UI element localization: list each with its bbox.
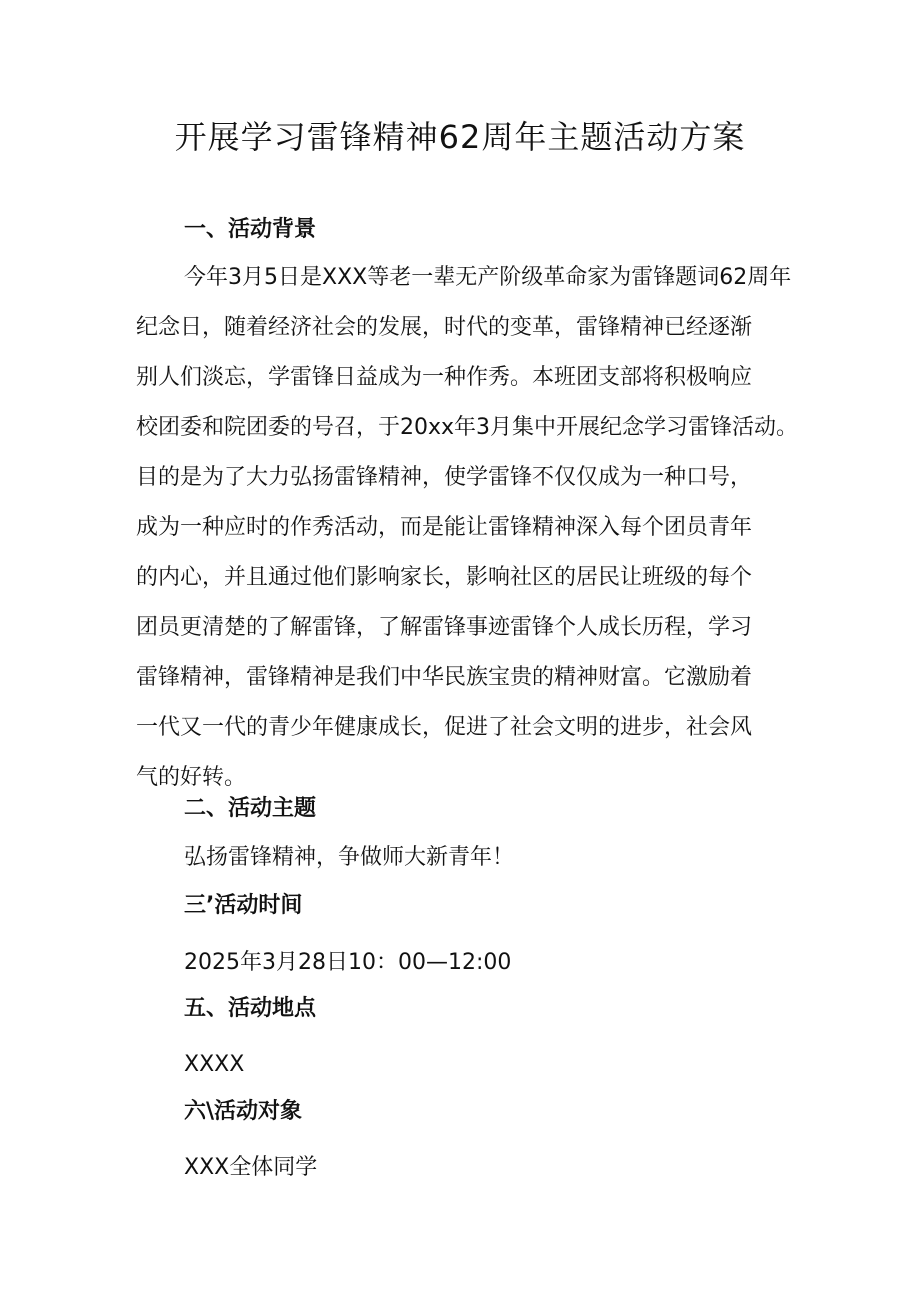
document-title: 开展学习雷锋精神62周年主题活动方案 [174,118,746,156]
section-heading-background: 一、活动背景 [184,217,317,242]
participants-text: XXX全体同学 [184,1155,318,1180]
background-paragraph [136,253,816,803]
paragraph-line: 成为一种应时的作秀活动，而是能让雷锋精神深入每个团员青年 [136,515,753,540]
paragraph-line: 的内心，并且通过他们影响家长，影响社区的居民让班级的每个 [136,565,753,590]
paragraph-line: 雷锋精神，雷锋精神是我们中华民族宝贵的精神财富。它激励着 [136,665,753,690]
paragraph-line: 别人们淡忘，学雷锋日益成为一种作秀。本班团支部将积极响应 [136,365,753,390]
paragraph-line: 目的是为了大力弘扬雷锋精神，使学雷锋不仅仅成为一种口号， [136,465,753,490]
paragraph-line: 气的好转。 [136,765,247,790]
paragraph-line: 纪念日，随着经济社会的发展，时代的变革，雷锋精神已经逐渐 [136,315,753,340]
theme-text: 弘扬雷锋精神，争做师大新青年！ [184,845,515,870]
paragraph-line: 一代又一代的青少年健康成长，促进了社会文明的进步，社会风 [136,715,753,740]
location-text: XXXX [184,1052,245,1077]
section-heading-location: 五、活动地点 [184,996,317,1021]
paragraph-line: 今年3月5日是XXX等老一辈无产阶级革命家为雷锋题词62周年 [184,265,792,290]
section-heading-theme: 二、活动主题 [184,796,317,821]
paragraph-line: 团员更清楚的了解雷锋，了解雷锋事迹雷锋个人成长历程，学习 [136,615,753,640]
paragraph-line: 校团委和院团委的号召，于20xx年3月集中开展纪念学习雷锋活动。 [136,415,799,440]
time-text: 2025年3月28日10：00—12:00 [184,950,512,975]
section-heading-participants: 六\活动对象 [184,1099,303,1124]
section-heading-time: 三’活动时间 [184,893,303,918]
